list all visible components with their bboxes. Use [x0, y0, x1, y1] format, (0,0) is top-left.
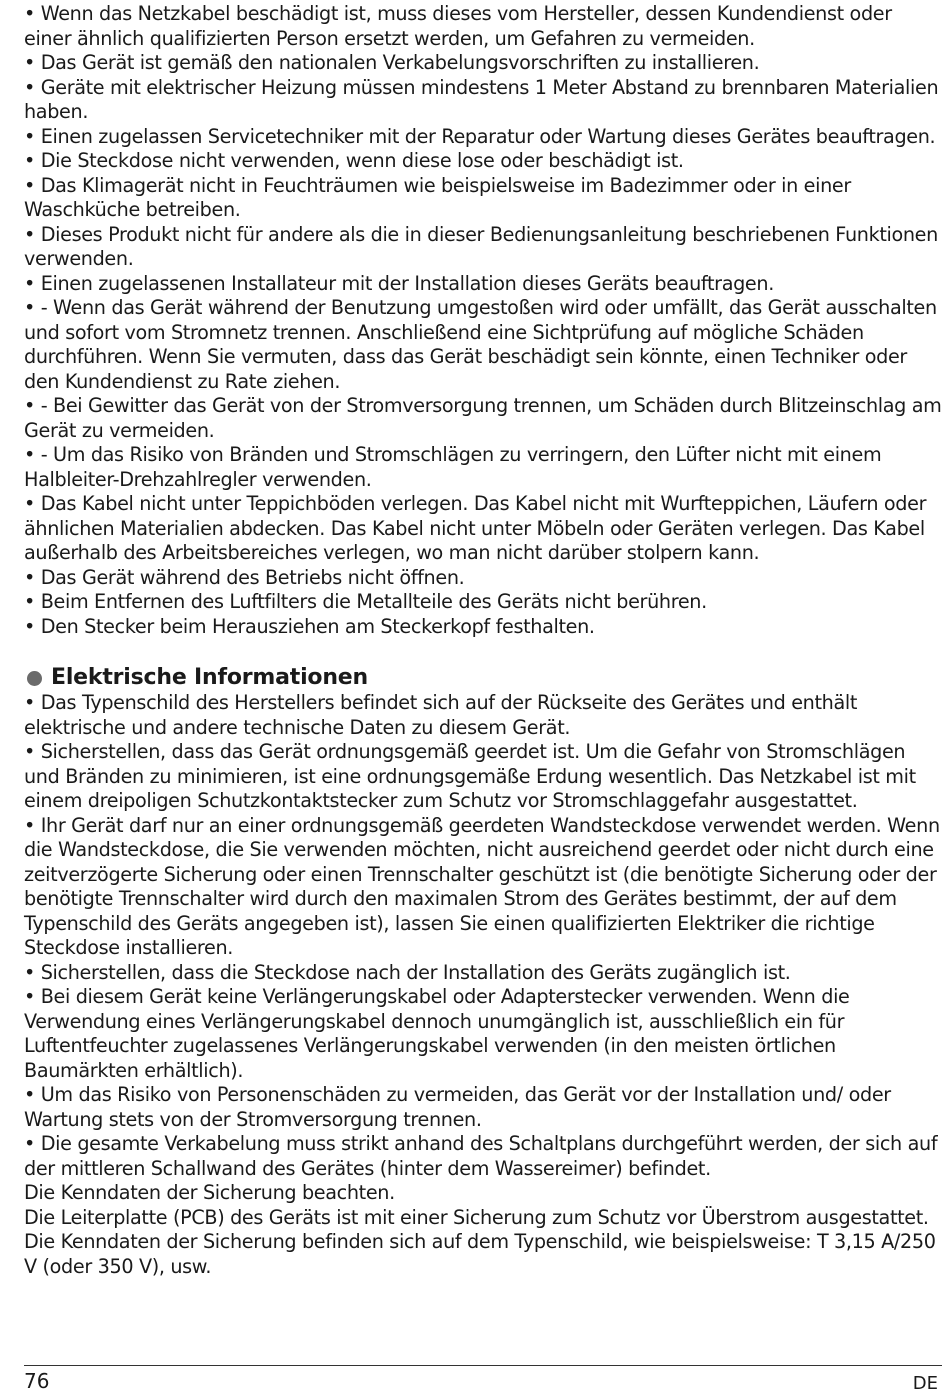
list-item: • Das Typenschild des Herstellers befindet sich auf der Rückseite des Gerätes und enthält elektrische und andere technische Daten zu diesem Gerät.: [24, 691, 858, 739]
list-item: • Sicherstellen, dass das Gerät ordnungsgemäß geerdet ist. Um die Gefahr von Stromschlägen und Bränden zu minimieren, ist eine ordnungsgemäße Erdung wesentlich. Das Netzkabel ist mit einem dreipoligen Schutzkontaktstecker zum Schutz vor Stromschlaggefahr ausgestattet.: [24, 740, 916, 812]
section-heading-text: Elektrische Informationen: [51, 665, 368, 690]
page-content: [24, 2, 942, 1279]
list-item: • Die gesamte Verkabelung muss strikt anhand des Schaltplans durchgeführt werden, der sich auf der mittleren Schallwand des Gerätes (hinter dem Wassereimer) befindet.: [24, 1132, 938, 1180]
section-heading: [24, 665, 942, 691]
list-item: • Das Gerät ist gemäß den nationalen Verkabelungsvorschriften zu installieren.: [24, 51, 760, 74]
list-item: Die Leiterplatte (PCB) des Geräts ist mit einer Sicherung zum Schutz vor Überstrom ausgestattet. Die Kenndaten der Sicherung befinden sich auf dem Typenschild, wie beispielsweise: T 3,15 A/250 V (oder 350 V), usw.: [24, 1205, 936, 1278]
safety-instructions-list: [24, 2, 942, 639]
list-item: Die Kenndaten der Sicherung beachten.: [24, 1181, 395, 1204]
list-item: • Den Stecker beim Herausziehen am Steckerkopf festhalten.: [24, 614, 595, 638]
list-item: • Wenn das Netzkabel beschädigt ist, muss dieses vom Hersteller, dessen Kundendienst oder einer ähnlich qualifizierten Person ersetzt werden, um Gefahren zu vermeiden.: [24, 2, 892, 50]
bullet-dot-icon: [27, 671, 42, 686]
list-item: • Dieses Produkt nicht für andere als die in dieser Bedienungsanleitung beschriebenen Funktionen verwenden.: [24, 222, 938, 270]
list-item: • - Bei Gewitter das Gerät von der Stromversorgung trennen, um Schäden durch Blitzeinschlag am Gerät zu vermeiden.: [24, 394, 942, 442]
list-item: • Das Kabel nicht unter Teppichböden verlegen. Das Kabel nicht mit Wurfteppichen, Läufern oder ähnlichen Materialien abdecken. Das Kabel nicht unter Möbeln oder Geräten verlegen. Das Kabel außerhalb des Arbeitsbereiches verlegen, wo man nicht darüber stolpern kann.: [24, 492, 927, 564]
list-item: • - Wenn das Gerät während der Benutzung umgestoßen wird oder umfällt, das Gerät ausschalten und sofort vom Stromnetz trennen. Anschließend eine Sichtprüfung auf mögliche Schäden durchführen. Wenn Sie vermuten, dass das Gerät beschädigt sein könnte, einen Techniker oder den Kundendienst zu Rate ziehen.: [24, 296, 937, 393]
list-item: • Ihr Gerät darf nur an einer ordnungsgemäß geerdeten Wandsteckdose verwendet werden. Wenn die Wandsteckdose, die Sie verwenden möchten, nicht ausreichend geerdet oder nicht durch eine zeitverzögerte Sicherung oder einen Trennschalter geschützt ist (die benötigte Sicherung oder der benötigte Trennschalter wird durch den maximalen Strom des Gerätes bestimmt, der auf dem Typenschild des Geräts angegeben ist), lassen Sie einen qualifizierten Elektriker die richtige Steckdose installieren.: [24, 813, 940, 959]
footer-rule: [24, 1365, 942, 1366]
language-label: DE: [912, 1373, 938, 1394]
list-item: • Um das Risiko von Personenschäden zu vermeiden, das Gerät vor der Installation und/ oder Wartung stets von der Stromversorgung trennen.: [24, 1083, 891, 1131]
electrical-info-list: [24, 691, 942, 1279]
list-item: • Das Klimagerät nicht in Feuchträumen wie beispielsweise im Badezimmer oder in einer Waschküche betreiben.: [24, 173, 851, 221]
list-item: • Beim Entfernen des Luftfilters die Metallteile des Geräts nicht berühren.: [24, 590, 707, 613]
list-item: • Das Gerät während des Betriebs nicht öffnen.: [24, 565, 465, 589]
list-item: • Die Steckdose nicht verwenden, wenn diese lose oder beschädigt ist.: [24, 149, 684, 172]
page-number: 76: [24, 1369, 50, 1393]
list-item: • Einen zugelassenen Installateur mit der Installation dieses Geräts beauftragen.: [24, 271, 774, 295]
list-item: • - Um das Risiko von Bränden und Stromschlägen zu verringern, den Lüfter nicht mit einem Halbleiter-Drehzahlregler verwenden.: [24, 443, 882, 491]
list-item: • Bei diesem Gerät keine Verlängerungskabel oder Adapterstecker verwenden. Wenn die Verwendung eines Verlängerungskabel dennoch unumgänglich ist, ausschließlich ein für Luftentfeuchter zugelassenes Verlängerungskabel verwenden (in den meisten örtlichen Baumärkten erhältlich).: [24, 985, 850, 1082]
list-item: • Geräte mit elektrischer Heizung müssen mindestens 1 Meter Abstand zu brennbaren Materialien haben.: [24, 75, 939, 123]
list-item: • Einen zugelassen Servicetechniker mit der Reparatur oder Wartung dieses Gerätes beauftragen.: [24, 124, 936, 148]
list-item: • Sicherstellen, dass die Steckdose nach der Installation des Geräts zugänglich ist.: [24, 960, 791, 984]
section-spacer: [24, 639, 942, 665]
